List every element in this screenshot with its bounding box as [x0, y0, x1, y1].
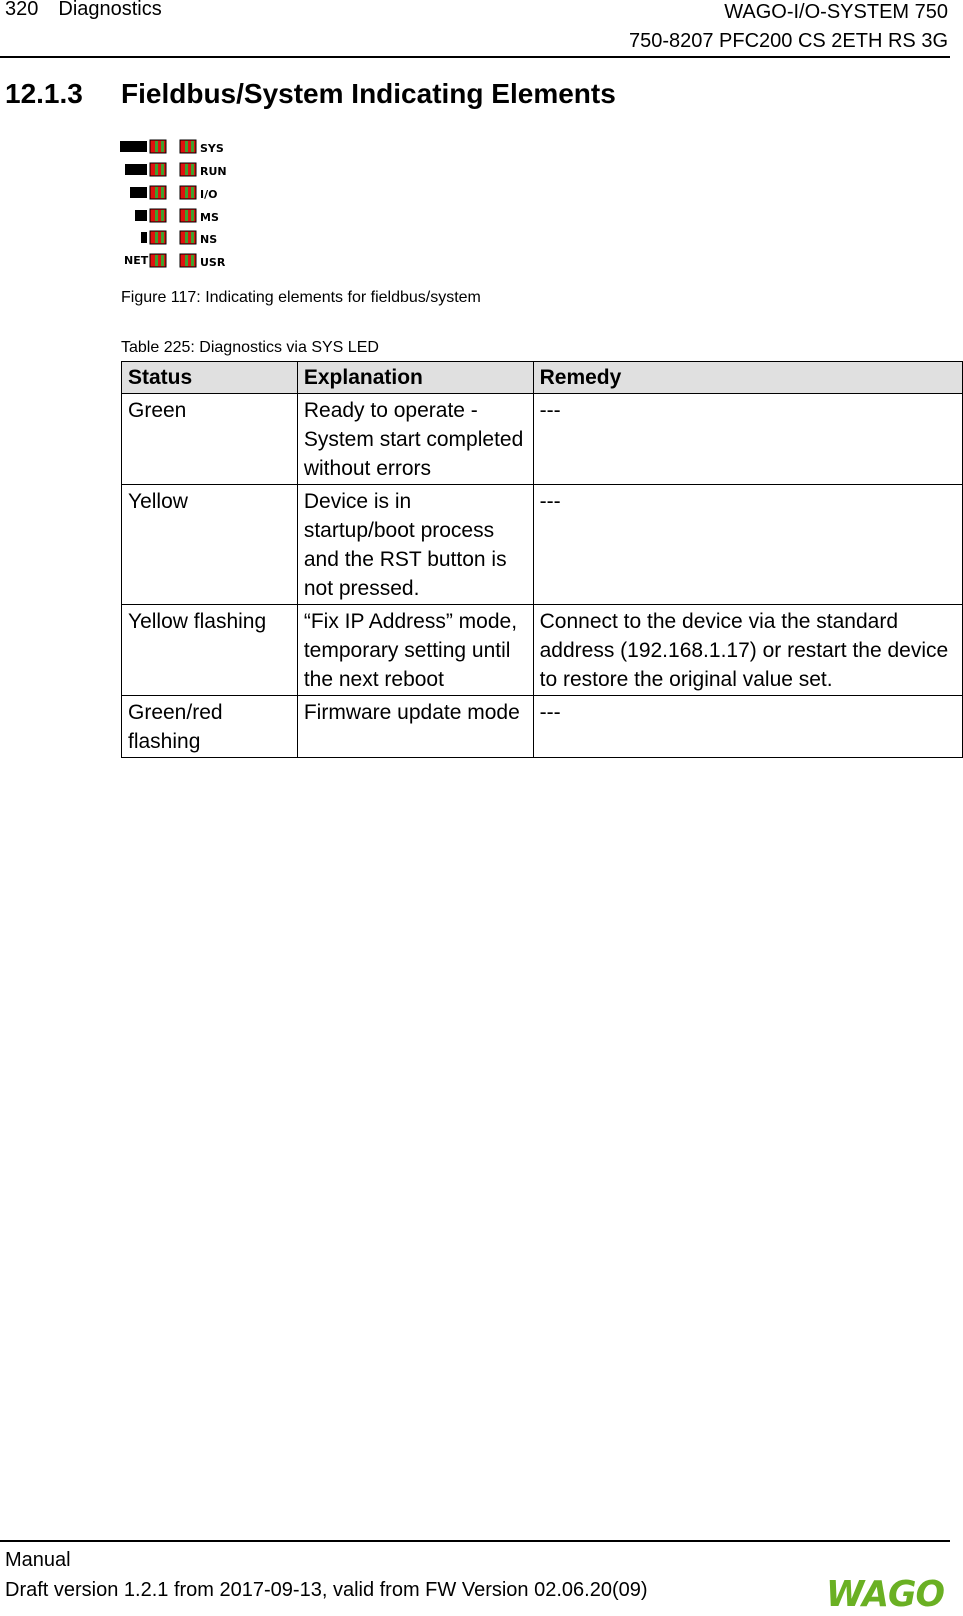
- model-name: 750-8207 PFC200 CS 2ETH RS 3G: [628, 30, 948, 52]
- explanation-cell: Ready to operate - System start completed without errors: [297, 394, 533, 485]
- remedy-cell: ---: [533, 696, 962, 758]
- led-left-1: [150, 140, 166, 153]
- running-header-right: [629, 0, 948, 56]
- section-number: 12.1.3: [5, 78, 83, 109]
- figure-caption: Figure 117: Indicating elements for fieldbus/system: [121, 289, 481, 306]
- page-number: 320: [5, 0, 39, 20]
- led-run: [180, 163, 196, 176]
- table-row: [122, 696, 963, 758]
- explanation-cell: Device is in startup/boot process and the RST button is not pressed.: [297, 485, 533, 605]
- led-ms: [180, 209, 196, 222]
- chapter-name: Diagnostics: [58, 0, 162, 20]
- led-io: [180, 186, 196, 199]
- status-cell: Green/red flashing: [122, 696, 298, 758]
- led-label-run: RUN: [200, 165, 227, 178]
- table-row: [122, 394, 963, 485]
- led-left-3: [150, 186, 166, 199]
- header-rule: [0, 56, 950, 58]
- led-label-net: NET: [124, 254, 149, 267]
- led-label-usr: USR: [200, 256, 226, 269]
- led-label-ns: NS: [200, 233, 218, 246]
- led-usr: [180, 254, 196, 267]
- section-title: Fieldbus/System Indicating Elements: [121, 78, 616, 109]
- footer-version: Draft version 1.2.1 from 2017-09-13, valid from FW Version 02.06.20(09): [5, 1579, 648, 1601]
- explanation-cell: “Fix IP Address” mode, temporary setting until the next reboot: [297, 605, 533, 696]
- status-cell: Yellow flashing: [122, 605, 298, 696]
- remedy-cell: Connect to the device via the standard address (192.168.1.17) or restart the device to restore the original value set.: [533, 605, 962, 696]
- led-left-5: [150, 231, 166, 244]
- led-sys: [180, 140, 196, 153]
- sys-led-diagnostics-table: [121, 361, 963, 758]
- table-row: [122, 605, 963, 696]
- section-heading: [5, 78, 616, 110]
- led-label-ms: MS: [200, 211, 219, 224]
- left-bar-2: [125, 164, 147, 175]
- led-left-6: [150, 254, 166, 267]
- left-bar-4: [135, 210, 147, 221]
- header-remedy: Remedy: [533, 362, 962, 394]
- led-left-4: [150, 209, 166, 222]
- table-caption: Table 225: Diagnostics via SYS LED: [121, 339, 379, 356]
- left-bar-3: [130, 187, 147, 198]
- status-cell: Yellow: [122, 485, 298, 605]
- left-bar-5: [141, 232, 147, 243]
- remedy-cell: ---: [533, 485, 962, 605]
- led-label-io: I/O: [200, 188, 218, 201]
- led-panel-figure: [120, 138, 230, 270]
- explanation-cell: Firmware update mode: [297, 696, 533, 758]
- footer-doc-type: Manual: [5, 1549, 71, 1571]
- remedy-cell: ---: [533, 394, 962, 485]
- footer-rule: [0, 1540, 950, 1542]
- led-column-left: [150, 140, 166, 267]
- product-name: WAGO-I/O-SYSTEM 750: [724, 1, 948, 23]
- led-left-2: [150, 163, 166, 176]
- wago-logo-text: WAGO: [826, 1575, 945, 1611]
- led-column-right: [180, 140, 196, 267]
- table-row: [122, 485, 963, 605]
- led-label-sys: SYS: [200, 142, 224, 155]
- header-explanation: Explanation: [297, 362, 533, 394]
- table-header-row: [122, 362, 963, 394]
- wago-logo: [826, 1575, 946, 1611]
- header-status: Status: [122, 362, 298, 394]
- footer: [5, 1545, 648, 1605]
- status-cell: Green: [122, 394, 298, 485]
- left-bar-1: [120, 141, 147, 152]
- led-ns: [180, 231, 196, 244]
- running-header-left: [5, 0, 162, 21]
